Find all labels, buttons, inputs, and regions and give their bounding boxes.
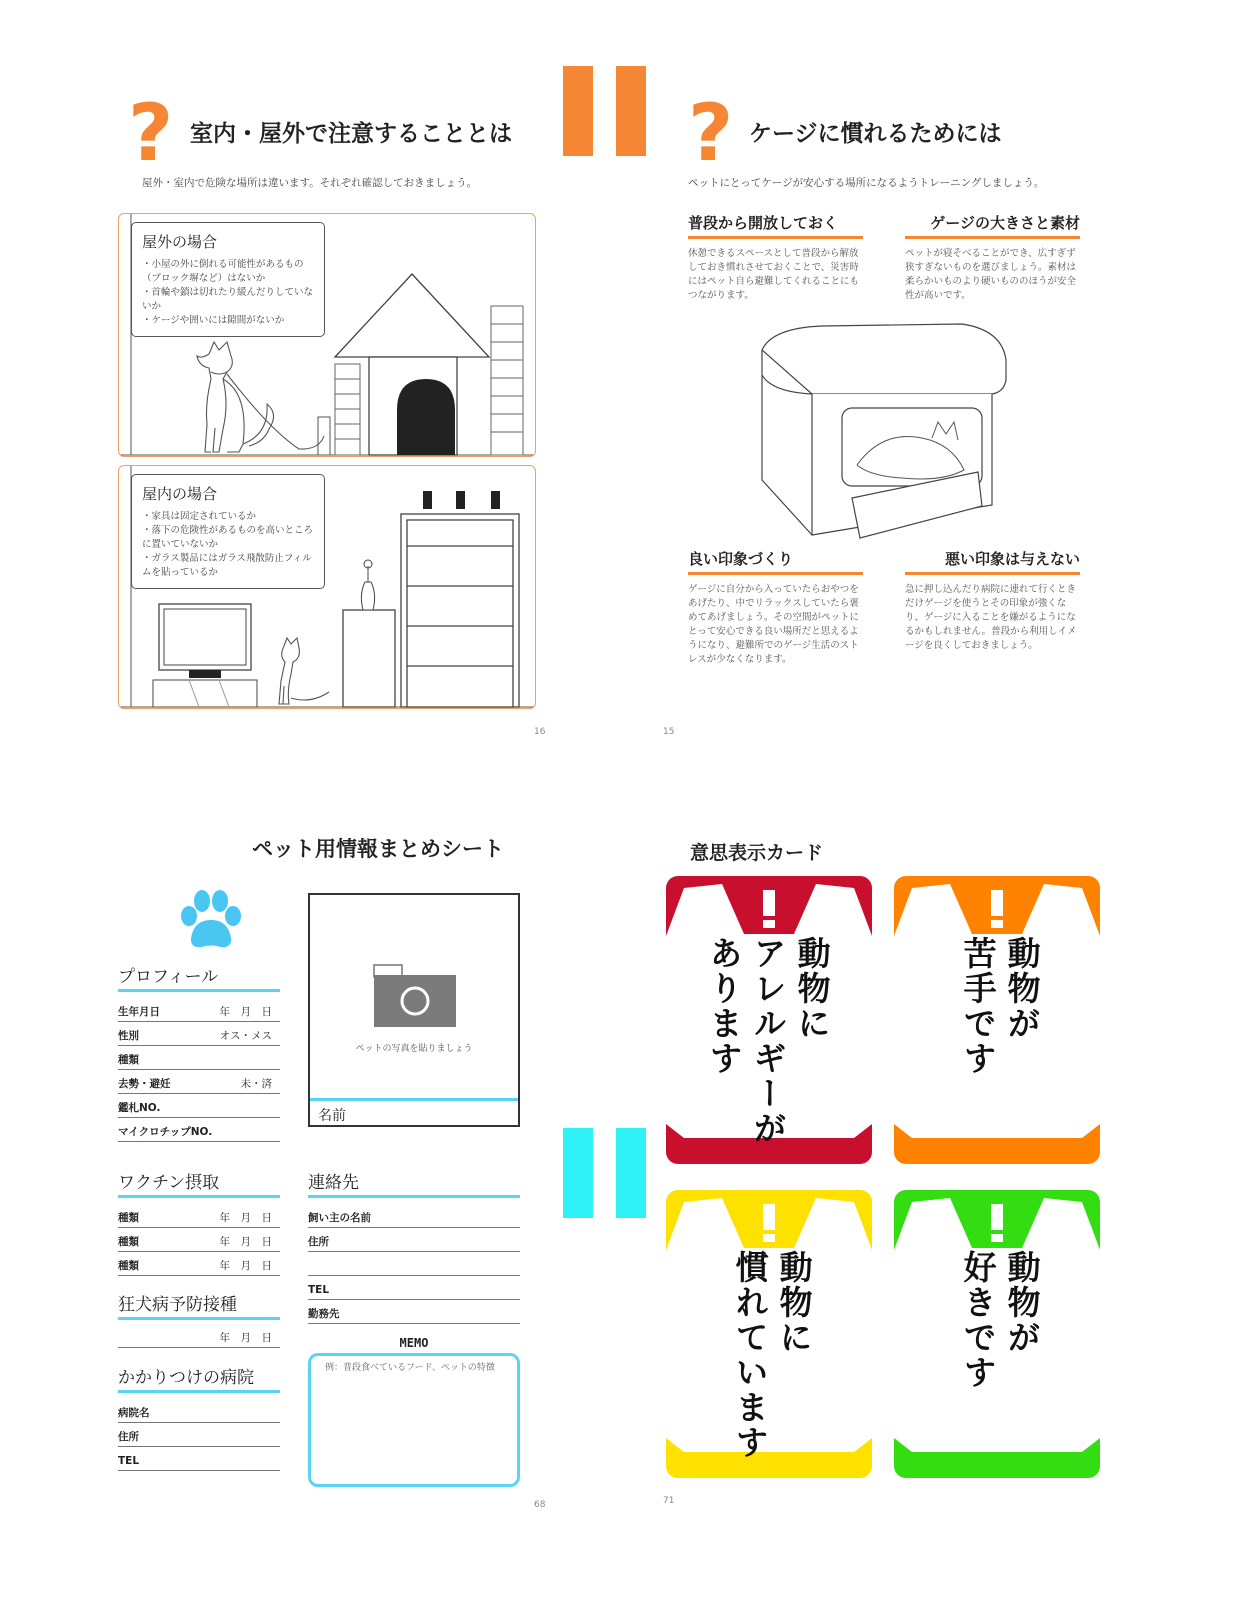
name-field[interactable] (310, 1098, 518, 1128)
outdoor-note (131, 222, 325, 337)
field-row-sex[interactable] (118, 1022, 280, 1046)
field-row-owner-name[interactable] (308, 1204, 520, 1228)
field-row-neuter[interactable] (118, 1070, 280, 1094)
divider-bar-orange-right (616, 66, 646, 156)
field-value: 年 月 日 (219, 1260, 272, 1272)
cage-illustration (752, 320, 1012, 540)
card-text-line: 動物が (1002, 936, 1042, 1041)
hospital-section (118, 1363, 280, 1471)
card-text-line: 動物に (792, 936, 832, 1041)
section-text: 休憩できるスペースとして普段から解放しておき慣れさせておくことで、災害時にはペット自ら避難してくれることにもつながります。 (688, 248, 860, 301)
lead-text: ペットにとってケージが安心する場所になるようトレーニングしましょう。 (688, 177, 1045, 189)
vaccine-heading: ワクチン摂取 (118, 1168, 280, 1198)
list-item: ・首輪や鎖は切れたり緩んだりしていないか (142, 287, 314, 312)
section-text: ゲージに自分から入っていたらおやつをあげたり、中でリラックスしていたら褒めてあげましょう。その空間がペットにとって安心できる良い場所だと思えるようになり、避難所でのゲージ生活のストレスが少なくなります。 (688, 584, 860, 665)
list-item: ・ガラス製品にはガラス飛散防止フィルムを貼っているか (142, 553, 312, 578)
card-allergy (666, 876, 872, 1164)
field-row-rabies[interactable] (118, 1324, 280, 1348)
field-row-hospital-tel[interactable] (118, 1447, 280, 1471)
field-row-contact-address[interactable] (308, 1228, 520, 1252)
section-heading: 良い印象づくり (688, 548, 863, 575)
field-row-contact-tel[interactable] (308, 1276, 520, 1300)
question-mark-icon: ? (688, 89, 734, 179)
contact-heading: 連絡先 (308, 1168, 520, 1198)
cards-title: 意思表示カード (690, 842, 824, 864)
list-item: ・小屋の外に倒れる可能性があるもの（ブロック塀など）はないか (142, 259, 304, 284)
field-value: 未・済 (240, 1078, 272, 1090)
field-label: 去勢・避妊 (118, 1078, 171, 1090)
hospital-heading: かかりつけの病院 (118, 1363, 280, 1393)
field-value: 年 月 日 (219, 1006, 272, 1018)
indoor-panel (118, 465, 536, 709)
field-label: 病院名 (118, 1407, 150, 1419)
card-dislike (894, 876, 1100, 1164)
divider-bar-cyan-right (616, 1128, 646, 1218)
card-text-line: アレルギーが (748, 936, 788, 1146)
field-label: 種類 (118, 1212, 139, 1224)
section-heading: 悪い印象は与えない (905, 548, 1080, 575)
card-like (894, 1190, 1100, 1478)
field-row-breed[interactable] (118, 1046, 280, 1070)
field-label: TEL (308, 1284, 330, 1296)
field-label: 種類 (118, 1260, 139, 1272)
field-value: 年 月 日 (219, 1236, 272, 1248)
field-row-license[interactable] (118, 1094, 280, 1118)
profile-heading: プロフィール (118, 962, 280, 992)
outdoor-heading: 屋外の場合 (142, 233, 218, 251)
section-impression-good (688, 548, 863, 667)
memo-box[interactable] (308, 1353, 520, 1487)
page-number: 71 (663, 1496, 675, 1506)
list-item: ・落下の危険性があるものを高いところに置いていないか (142, 525, 314, 550)
lead-text: 屋外・室内で危険な場所は違います。それぞれ確認しておきましょう。 (142, 177, 478, 189)
photo-caption: ペットの写真を貼りましょう (355, 1044, 473, 1054)
indoor-list (142, 510, 314, 580)
field-label: 性別 (118, 1030, 139, 1042)
field-row-birthday[interactable] (118, 998, 280, 1022)
field-label: 住所 (308, 1236, 329, 1248)
card-text-line: 好きです (958, 1250, 998, 1390)
field-row-contact-address-2[interactable] (308, 1252, 520, 1276)
section-heading: 普段から開放しておく (688, 212, 863, 239)
page-number: 15 (663, 727, 675, 737)
field-label: マイクロチップNO. (118, 1126, 213, 1138)
card-text-line: 慣れています (730, 1250, 770, 1460)
page-number: 68 (534, 1500, 546, 1510)
section-text: 急に押し込んだり病院に連れて行くときだけゲージを使うとその印象が強くなり、ゲージに入ることを嫌がるようになるかもしれません。普段から利用しイメージを良くしておきましょう。 (905, 584, 1077, 651)
section-text: ペットが寝そべることができ、広すぎず狭すぎないものを選びましょう。素材は柔らかいものより硬いもののほうが安全性が高いです。 (905, 248, 1077, 301)
card-text-line: 動物が (1002, 1250, 1042, 1355)
card-text-line: あります (704, 936, 744, 1076)
name-label: 名前 (318, 1108, 346, 1124)
list-item: ・家具は固定されているか (142, 511, 257, 522)
section-size (905, 212, 1080, 303)
field-row-hospital-name[interactable] (118, 1399, 280, 1423)
page-number: 16 (534, 727, 546, 737)
page-title: 室内・屋外で注意することとは (190, 121, 512, 147)
field-value: オス・メス (219, 1030, 272, 1042)
section-heading: ゲージの大きさと素材 (905, 212, 1080, 239)
card-text-line: 動物に (774, 1250, 814, 1355)
field-row-vaccine[interactable] (118, 1204, 280, 1228)
question-mark-icon: ? (128, 89, 174, 179)
field-label: 住所 (118, 1431, 139, 1443)
camera-icon (372, 963, 458, 1029)
outdoor-list (142, 258, 314, 328)
card-accustomed (666, 1190, 872, 1478)
list-item: ・ケージや囲いには隙間がないか (142, 315, 285, 326)
field-label: TEL (118, 1455, 140, 1467)
field-label: 勤務先 (308, 1308, 340, 1320)
paw-icon (176, 888, 246, 952)
divider-bar-cyan-left (563, 1128, 593, 1218)
section-open (688, 212, 863, 303)
field-row-microchip[interactable] (118, 1118, 280, 1142)
field-label: 鑑札NO. (118, 1102, 161, 1114)
field-label: 種類 (118, 1236, 139, 1248)
outdoor-panel (118, 213, 536, 457)
field-value: 年 月 日 (219, 1332, 272, 1344)
field-label: 種類 (118, 1054, 139, 1066)
field-label: 飼い主の名前 (308, 1212, 371, 1224)
section-impression-bad (905, 548, 1080, 653)
field-value: 年 月 日 (219, 1212, 272, 1224)
card-text-line: 苦手です (958, 936, 998, 1076)
memo-label: MEMO (399, 1336, 429, 1350)
rabies-section (118, 1290, 280, 1348)
divider-bar-orange-left (563, 66, 593, 156)
photo-box[interactable] (308, 893, 520, 1127)
field-label: 生年月日 (118, 1006, 160, 1018)
indoor-heading: 屋内の場合 (142, 485, 218, 503)
contact-section (308, 1168, 520, 1324)
field-row-hospital-address[interactable] (118, 1423, 280, 1447)
field-row-vaccine[interactable] (118, 1228, 280, 1252)
sheet-title: ペット用情報まとめシート (252, 837, 504, 861)
vaccine-section (118, 1168, 280, 1276)
rabies-heading: 狂犬病予防接種 (118, 1290, 280, 1320)
field-row-vaccine[interactable] (118, 1252, 280, 1276)
field-row-workplace[interactable] (308, 1300, 520, 1324)
indoor-note (131, 474, 325, 589)
page-title: ケージに慣れるためには (749, 121, 1002, 147)
memo-placeholder: 例：普段食べているフード、ペットの特徴 (325, 1363, 495, 1373)
profile-section (118, 962, 280, 1142)
